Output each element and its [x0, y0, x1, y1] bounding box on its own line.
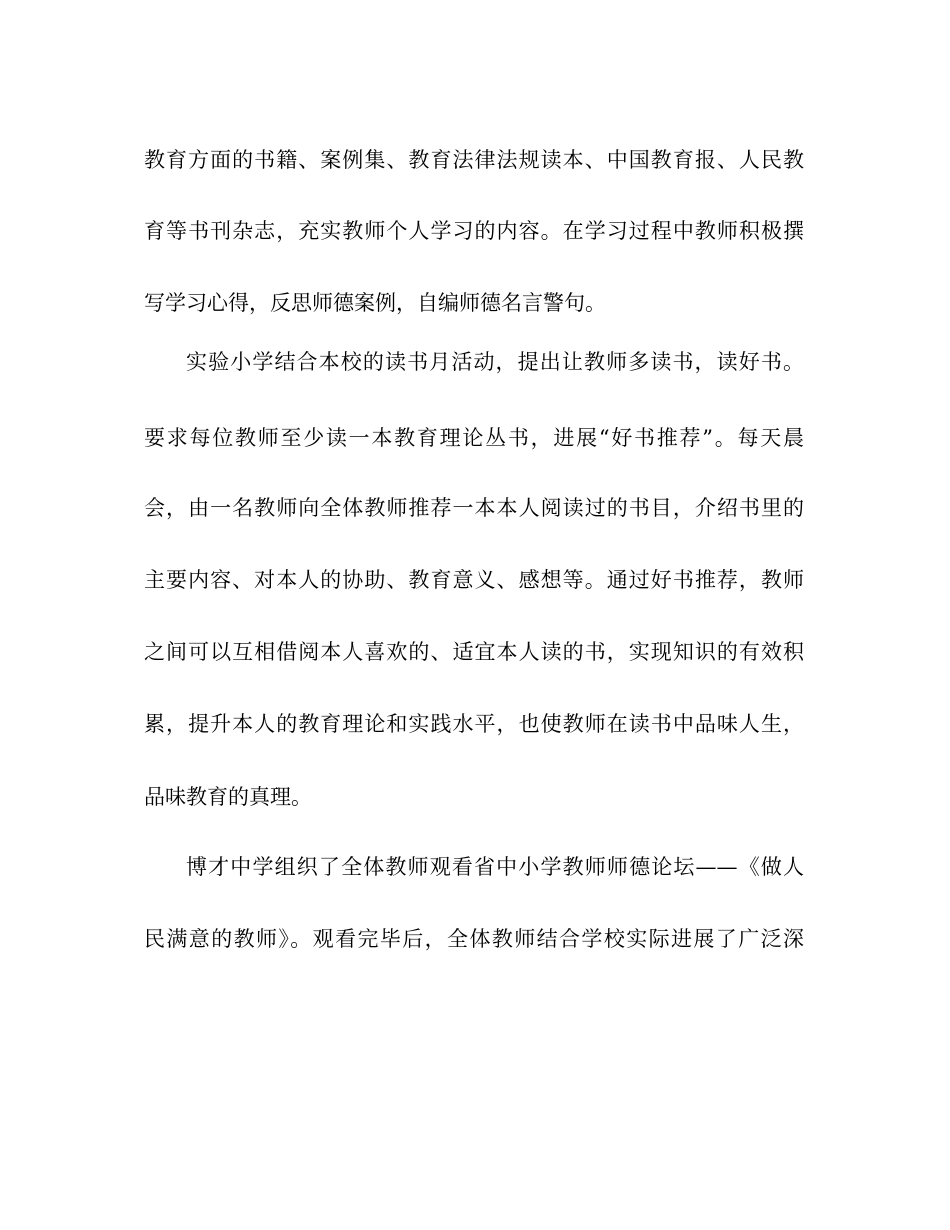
- paragraph-1-line-3: 写学习心得，反思师德案例，自编师德名言警句。: [144, 291, 606, 315]
- paragraph-2-line-7: 品味教育的真理。: [144, 785, 312, 809]
- paragraph-1-line-1: 教育方面的书籍、案例集、教育法律法规读本、中国教育报、人民教: [144, 148, 804, 172]
- paragraph-2-line-2: 要求每位教师至少读一本教育理论丛书，进展“好书推荐”。每天晨: [144, 426, 804, 450]
- paragraph-3-line-1: 博才中学组织了全体教师观看省中小学教师师德论坛——《做人: [186, 855, 804, 879]
- paragraph-3-line-2: 民满意的教师》。观看完毕后，全体教师结合学校实际进展了广泛深: [144, 927, 804, 951]
- paragraph-2-line-3: 会，由一名教师向全体教师推荐一本本人阅读过的书目，介绍书里的: [144, 496, 804, 520]
- paragraph-2-line-5: 之间可以互相借阅本人喜欢的、适宜本人读的书，实现知识的有效积: [144, 640, 804, 664]
- paragraph-2-line-1: 实验小学结合本校的读书月活动，提出让教师多读书，读好书。: [186, 350, 804, 374]
- paragraph-2-line-4: 主要内容、对本人的协助、教育意义、感想等。通过好书推荐，教师: [144, 568, 804, 592]
- paragraph-1-line-2: 育等书刊杂志，充实教师个人学习的内容。在学习过程中教师积极撰: [144, 219, 804, 243]
- paragraph-2-line-6: 累，提升本人的教育理论和实践水平，也使教师在读书中品味人生，: [144, 712, 804, 736]
